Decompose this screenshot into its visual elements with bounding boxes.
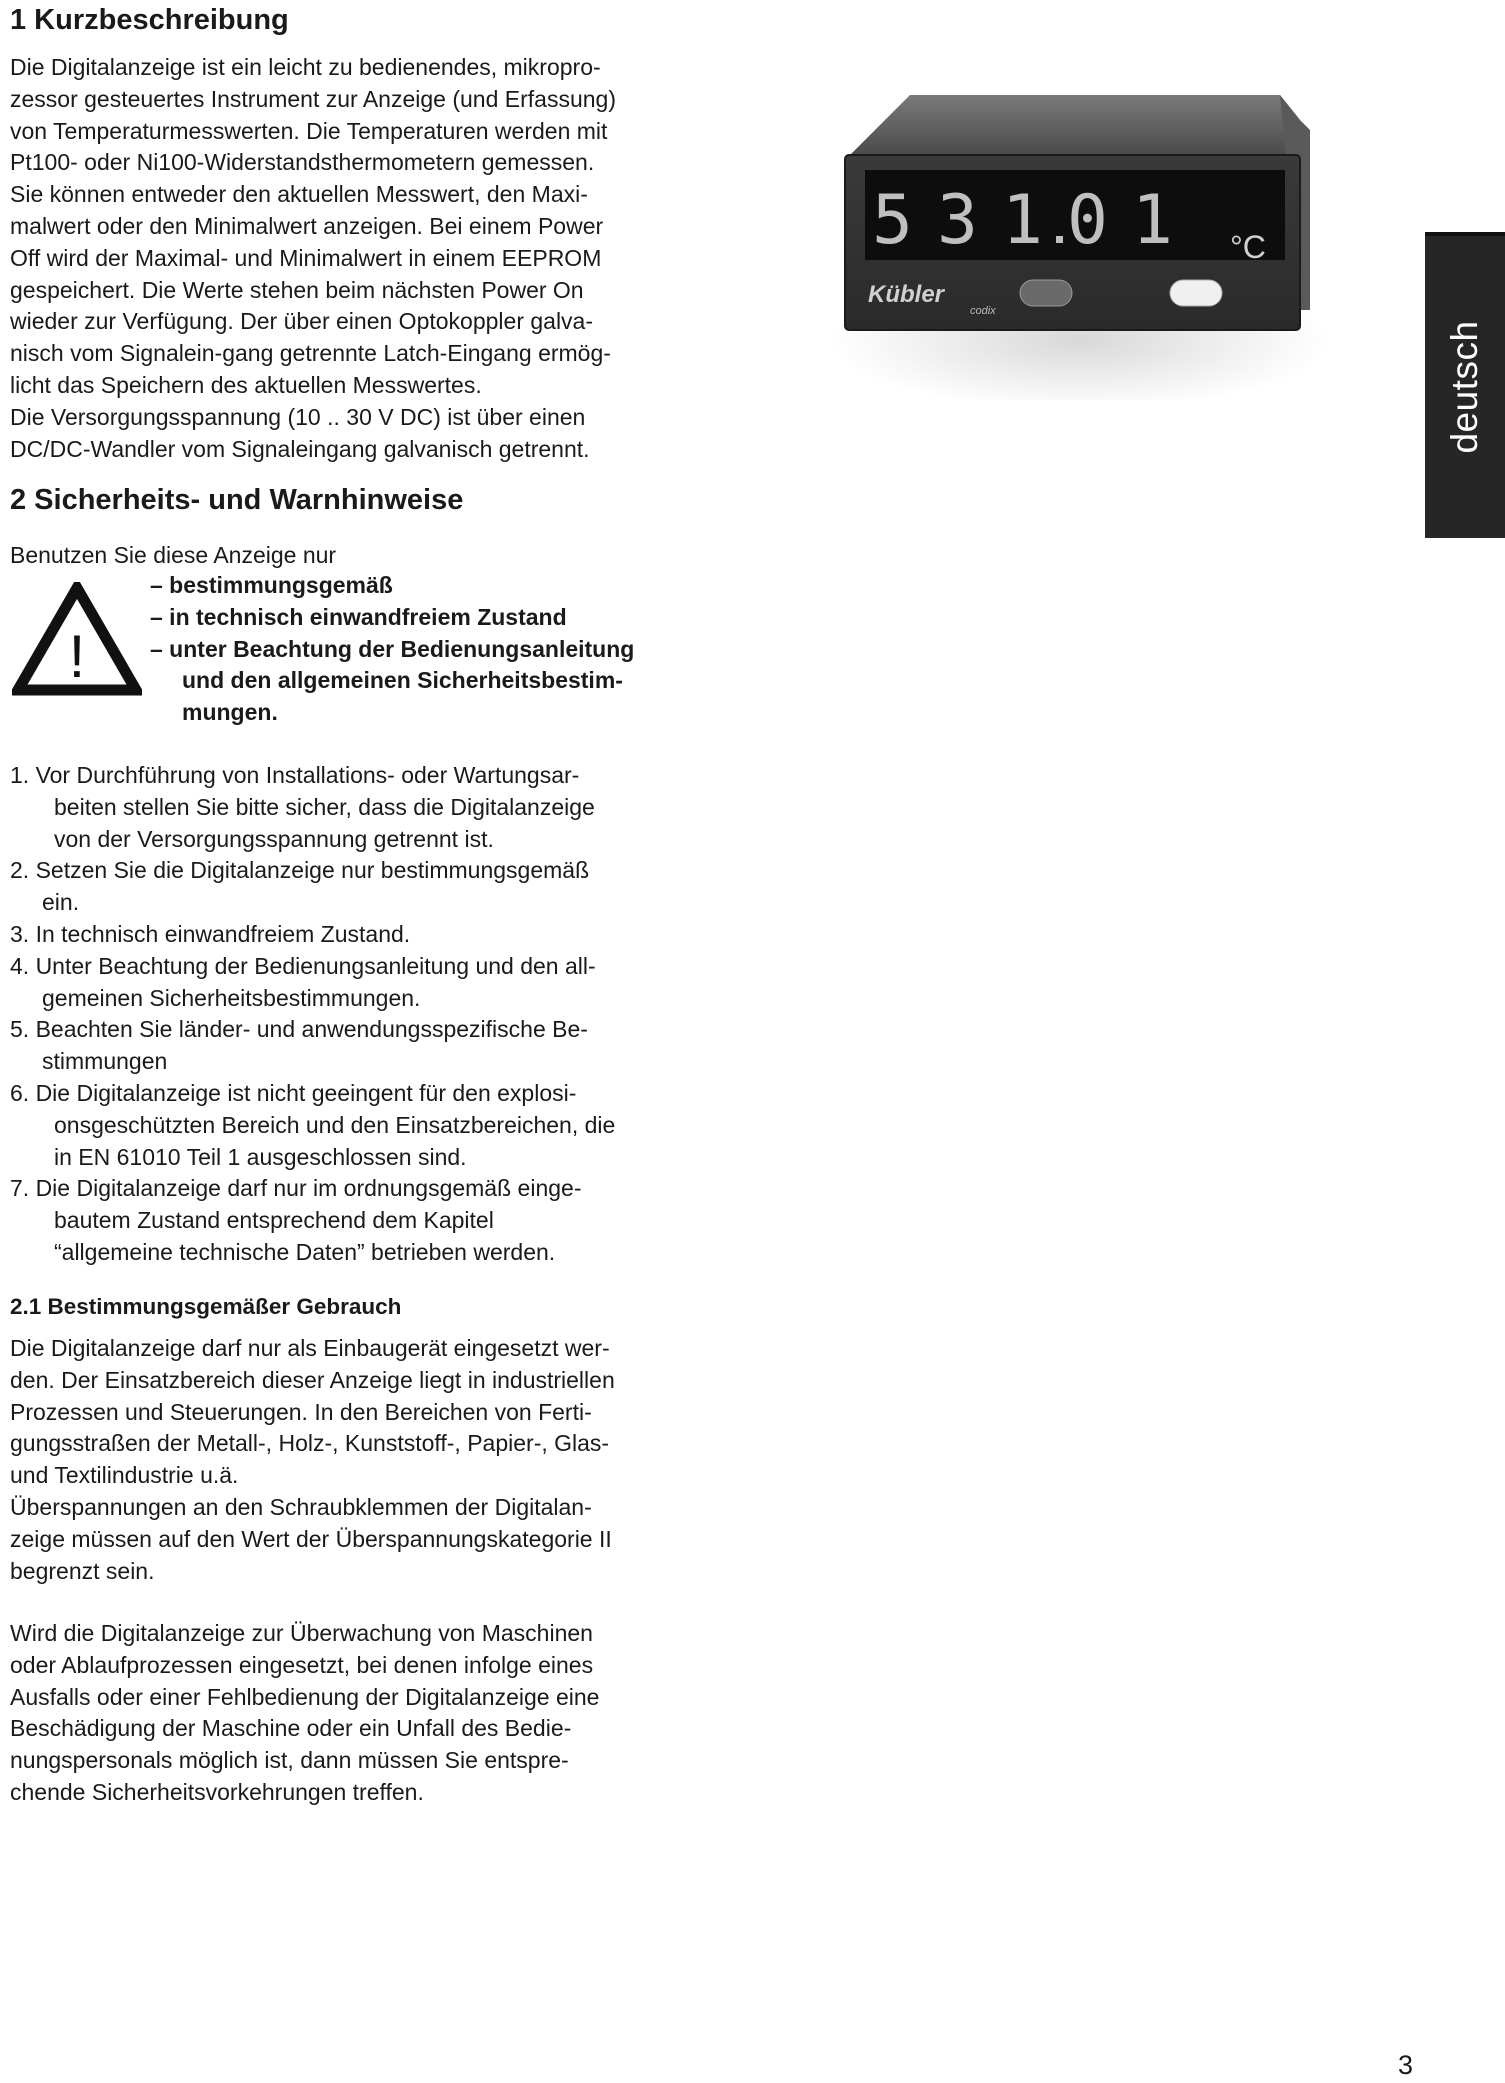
section-1-body	[10, 52, 725, 465]
warning-item: und den allgemeinen Sicherheitsbestim-	[182, 667, 623, 694]
warning-item: – in technisch einwandfreiem Zustand	[150, 603, 567, 630]
warning-item: mungen.	[182, 699, 278, 726]
section-2-1	[10, 1292, 725, 1322]
text-line: Die Digitalanzeige darf nur als Einbaugerät eingesetzt wer-	[10, 1335, 610, 1361]
language-tab-label: deutsch	[1444, 320, 1485, 454]
warning-block	[10, 570, 725, 730]
text-line: Ausfalls oder einer Fehlbedienung der Digitalanzeige eine	[10, 1683, 600, 1710]
warning-triangle-icon	[12, 582, 142, 702]
warning-item: – unter Beachtung der Bedienungsanleitung	[150, 635, 635, 662]
brand-logo: Kübler	[868, 281, 945, 308]
display-digit: 0	[1067, 181, 1108, 260]
section-2-1-para-2	[10, 1618, 725, 1809]
display-unit: °C	[1230, 229, 1266, 265]
warning-item: – bestimmungsgemäß	[150, 572, 393, 598]
text-line: Die Digitalanzeige ist ein leicht zu bedienendes, mikropro-	[10, 54, 601, 80]
list-item: 2. Setzen Sie die Digitalanzeige nur bestimmungsgemäß ein.	[10, 857, 590, 916]
display-digit: 1	[1132, 181, 1173, 260]
display-digit: 1	[1002, 181, 1043, 260]
intro-text: Benutzen Sie diese Anzeige nur	[10, 542, 337, 568]
text-line: zeige müssen auf den Wert der Überspannungskategorie II	[10, 1525, 612, 1552]
text-line: Prozessen und Steuerungen. In den Bereichen von Ferti-	[10, 1398, 592, 1425]
safety-list	[10, 760, 730, 1269]
text-line: Off wird der Maximal- und Minimalwert in einem EEPROM	[10, 244, 602, 271]
text-line: den. Der Einsatzbereich dieser Anzeige liegt in industriellen	[10, 1366, 615, 1393]
decimal-point	[1056, 236, 1063, 243]
device-button-left	[1020, 280, 1072, 306]
list-item: 7. Die Digitalanzeige darf nur im ordnungsgemäß einge- bautem Zustand entsprechend dem Kapitel “allgemeine technische Daten” betrieben werden.	[10, 1175, 582, 1265]
text-line: Wird die Digitalanzeige zur Überwachung von Maschinen	[10, 1620, 593, 1646]
text-line: Sie können entweder den aktuellen Messwert, den Maxi-	[10, 181, 588, 208]
text-line: und Textilindustrie u.ä.	[10, 1462, 239, 1489]
text-line: oder Ablaufprozessen eingesetzt, bei denen infolge eines	[10, 1651, 594, 1678]
display-digit: 5	[872, 181, 913, 260]
text-line: licht das Speichern des aktuellen Messwertes.	[10, 371, 482, 398]
text-line: gungsstraßen der Metall-, Holz-, Kunststoff-, Papier-, Glas-	[10, 1430, 610, 1457]
text-line: Beschädigung der Maschine oder ein Unfall des Bedie-	[10, 1715, 572, 1742]
text-line: wieder zur Verfügung. Der über einen Optokoppler galva-	[10, 308, 594, 335]
text-line: gespeichert. Die Werte stehen beim nächsten Power On	[10, 276, 584, 303]
section-title: 1 Kurzbeschreibung	[10, 4, 289, 36]
list-item: 6. Die Digitalanzeige ist nicht geeingent für den explosi- onsgeschützten Bereich und den Einsatzbereichen, die in EN 61010 Teil 1 ausgeschlossen sind.	[10, 1079, 616, 1170]
section-title: 2.1 Bestimmungsgemäßer Gebrauch	[10, 1294, 402, 1319]
text-line: malwert oder den Minimalwert anzeigen. Bei einem Power	[10, 212, 604, 239]
text-line: Überspannungen an den Schraubklemmen der Digitalan-	[10, 1493, 592, 1520]
section-1	[10, 2, 725, 38]
text-line: chende Sicherheitsvorkehrungen treffen.	[10, 1778, 424, 1805]
list-item: 1. Vor Durchführung von Installations- oder Wartungsar- beiten stellen Sie bitte sicher, dass die Digitalanzeige von der Versorgungsspannung getrennt ist.	[10, 762, 595, 852]
section-title: 2 Sicherheits- und Warnhinweise	[10, 484, 464, 516]
list-item: 3. In technisch einwandfreiem Zustand.	[10, 920, 411, 947]
text-line: nisch vom Signalein-gang getrennte Latch-Eingang ermög-	[10, 340, 611, 367]
text-line: von Temperaturmesswerten. Die Temperaturen werden mit	[10, 117, 608, 144]
text-line: DC/DC-Wandler vom Signaleingang galvanisch getrennt.	[10, 435, 590, 462]
sub-brand: codix	[970, 305, 996, 317]
list-item: 4. Unter Beachtung der Bedienungsanleitung und den all- gemeinen Sicherheitsbestimmungen.	[10, 952, 596, 1011]
warning-symbol: !	[68, 623, 86, 690]
display-digit: 3	[937, 181, 978, 260]
page-number: 3	[1398, 2050, 1414, 2080]
text-line: Die Versorgungsspannung (10 .. 30 V DC) ist über einen	[10, 403, 586, 430]
section-2-1-para-1	[10, 1333, 725, 1587]
text-line: zessor gesteuertes Instrument zur Anzeige (und Erfassung)	[10, 85, 616, 112]
section-2	[10, 482, 725, 518]
section-2-intro	[10, 540, 725, 572]
device-button-right	[1170, 280, 1222, 306]
text-line: nungspersonals möglich ist, dann müssen Sie entspre-	[10, 1747, 569, 1774]
device-photo	[820, 80, 1340, 400]
text-line: begrenzt sein.	[10, 1557, 155, 1584]
language-tab	[1425, 232, 1505, 538]
list-item: 5. Beachten Sie länder- und anwendungsspezifische Be- stimmungen	[10, 1016, 588, 1075]
text-line: Pt100- oder Ni100-Widerstandsthermometern gemessen.	[10, 149, 595, 176]
warning-list	[150, 570, 634, 729]
